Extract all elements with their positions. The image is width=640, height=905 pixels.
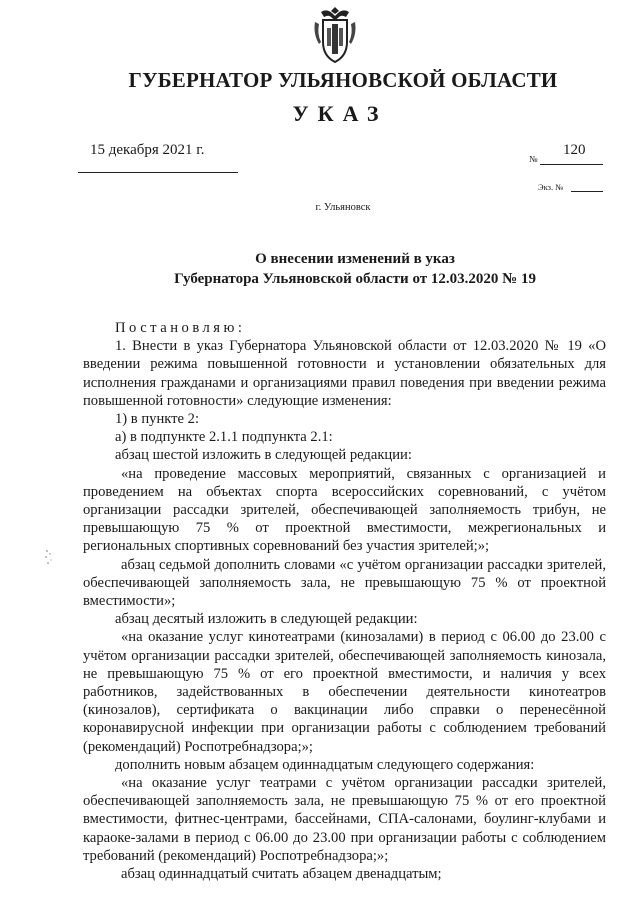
paragraph: абзац шестой изложить в следующей редакции: [115,447,412,464]
coat-of-arms-icon [311,4,359,66]
authority-title: ГУБЕРНАТОР УЛЬЯНОВСКОЙ ОБЛАСТИ [128,68,558,92]
paragraph: 1) в пункте 2: [115,411,200,428]
decree-word: Постановляю: [115,320,246,336]
document-type: УКАЗ [292,101,388,126]
paragraph: абзац одиннадцатый считать абзацем двенадцатым; [121,866,442,883]
title-line-2: Губернатора Ульяновской области от 12.03.2020 № 19 [174,271,536,287]
paragraph: «на проведение массовых мероприятий, связанных с организацией и проведением на объектах спорта всероссийских соревнований, с учётом организации рассадки зрителей, обеспечивающей заполняемость трибун, не превышающую 75 % от проектной вместимости, межрегиональных и региональных спортивных соревнований без участия зрителей;»; [83,465,606,555]
number-label: № [529,154,538,164]
paragraph: «на оказание услуг кинотеатрами (кинозалами) в период с 06.00 до 23.00 с учётом организации рассадки зрителей, обеспечивающей заполняемость кинозала, не превышающую 75 % от его проектной вместимости, и наличия у всех работников, задействованных в обеспечении деятельности кинотеатров (кинозалов), сертификата о вакцинации либо справки о перенесённой коронавирусной инфекции при организации работы с соблюдением требований (рекомендаций) Роспотребнадзора;»; [83,629,606,755]
paragraph: абзац седьмой дополнить словами «с учётом организации рассадки зрителей, обеспечивающей заполняемость зала, не превышающую 75 % от проектной вместимости»; [83,556,606,610]
document-body [83,319,606,883]
city: г. Ульяновск [315,202,371,213]
copy-number-underline [571,191,603,192]
copy-number-label: Экз. № [538,182,564,192]
paragraph: «на оказание услуг театрами с учётом организации рассадки зрителей, обеспечивающей заполняемость зала, не превышающую 75 % от его проектной вместимости, фитнес-центрами, бассейнами, СПА-салонами, боулинг-клубами и караоке-залами в период с 06.00 до 23.00 при организации работы с соблюдением требований (рекомендаций) Роспотребнадзора;»; [83,775,606,864]
paragraph: а) в подпункте 2.1.1 подпункта 2.1: [115,429,333,446]
paragraph: 1. Внести в указ Губернатора Ульяновской области от 12.03.2020 № 19 «О введении режима повышенной готовности и установлении обязательных для исполнения гражданами и организациями правил поведения при введении режима повышенной готовности» следующие изменения: [83,338,606,409]
date-underline [78,172,238,173]
document-title [0,249,640,289]
paragraph: абзац десятый изложить в следующей редакции: [115,611,418,628]
title-line-1: О внесении изменений в указ [255,251,455,267]
document-date: 15 декабря 2021 г. [90,142,205,158]
document-number: 120 [563,142,586,158]
paragraph: дополнить новым абзацем одиннадцатым следующего содержания: [115,756,535,773]
scan-artifact [44,548,54,568]
number-underline [540,164,603,165]
